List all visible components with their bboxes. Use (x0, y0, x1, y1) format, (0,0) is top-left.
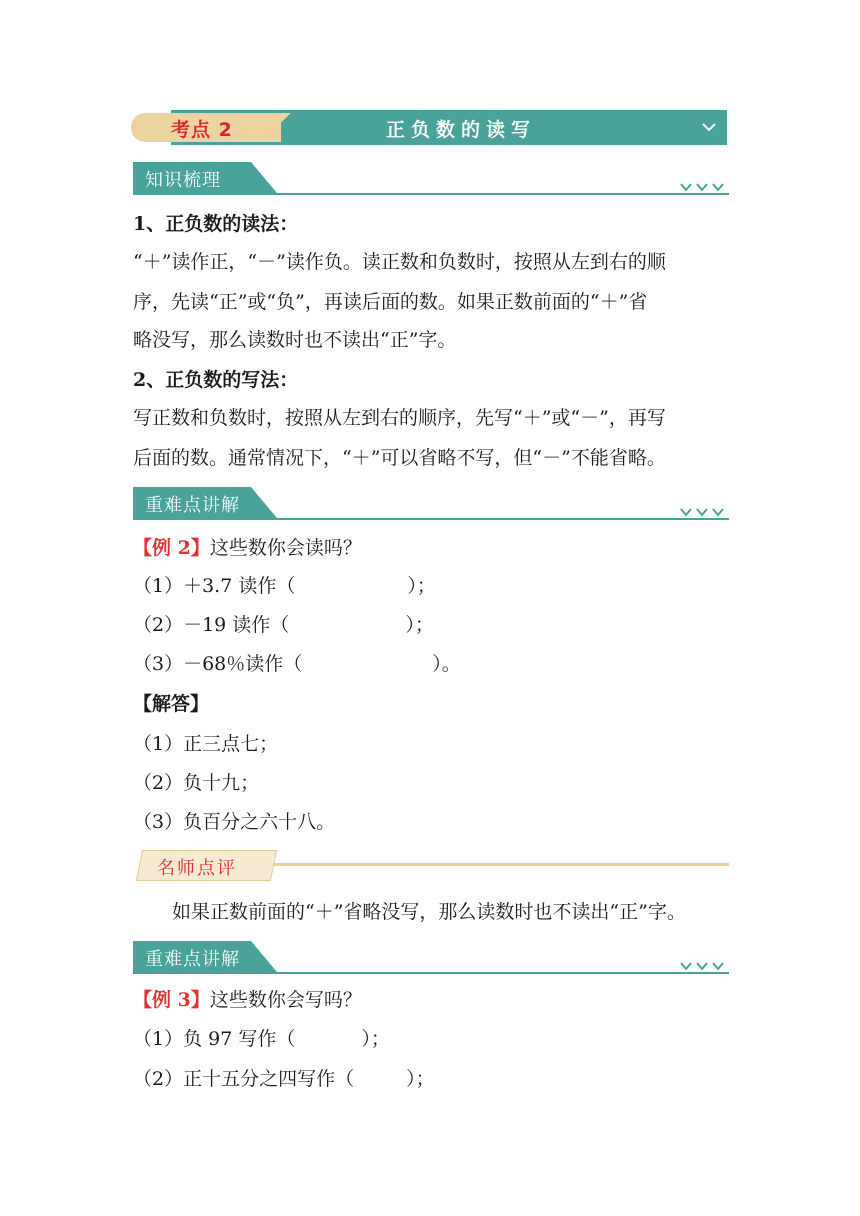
section-label: 重难点讲解 (145, 949, 240, 970)
answer-line: （1）正三点七； (133, 733, 279, 755)
section-label: 名师点评 (157, 858, 237, 879)
section-header-teacher-comment (133, 850, 729, 884)
paragraph-line: “＋”读作正，“－”读作负。读正数和负数时，按照从左到右的顺 (133, 251, 666, 273)
banner-tab-label: 考点 2 (171, 119, 233, 141)
answer-heading: 【解答】 (133, 693, 210, 715)
section-label: 知识梳理 (145, 170, 221, 191)
chevron-down-icon (701, 118, 717, 137)
example-3-item: （1）负 97 写作（ ）； (133, 1028, 390, 1050)
heading-reading: 1、正负数的读法： (133, 213, 299, 235)
banner-title: 正负数的读写 (386, 119, 537, 141)
example-2-item: （1）＋3.7 读作（ ）； (133, 575, 436, 597)
answer-line: （3）负百分之六十八。 (133, 811, 336, 833)
topic-banner (131, 110, 727, 145)
comment-text: 如果正数前面的“＋”省略没写，那么读数时也不读出“正”字。 (172, 901, 686, 923)
paragraph-line: 略没写，那么读数时也不读出“正”字。 (133, 329, 457, 351)
example-tag: 【例 3】 (133, 989, 210, 1011)
section-header-key-points (133, 487, 729, 521)
paragraph-line: 序，先读“正”或“负”，再读后面的数。如果正数前面的“＋”省 (133, 291, 648, 313)
section-header-knowledge (133, 162, 729, 196)
section-label: 重难点讲解 (145, 495, 240, 516)
triple-chevron-icon (679, 178, 727, 197)
triple-chevron-icon (679, 503, 727, 522)
example-tag: 【例 2】 (133, 537, 210, 559)
paragraph-line: 后面的数。通常情况下，“＋”可以省略不写，但“－”不能省略。 (133, 447, 666, 469)
answer-line: （2）负十九； (133, 772, 260, 794)
heading-writing: 2、正负数的写法： (133, 369, 299, 391)
example-2-item: （3）－68％读作（ ）。 (133, 653, 461, 675)
example-2-prompt: 【例 2】这些数你会读吗？ (133, 537, 362, 559)
triple-chevron-icon (679, 957, 727, 976)
example-2-item: （2）－19 读作（ ）； (133, 614, 434, 636)
example-3-prompt: 【例 3】这些数你会写吗？ (133, 989, 362, 1011)
paragraph-line: 写正数和负数时，按照从左到右的顺序，先写“＋”或“－”，再写 (133, 407, 666, 429)
example-3-item: （2）正十五分之四写作（ ）； (133, 1068, 435, 1090)
section-header-key-points (133, 941, 729, 975)
